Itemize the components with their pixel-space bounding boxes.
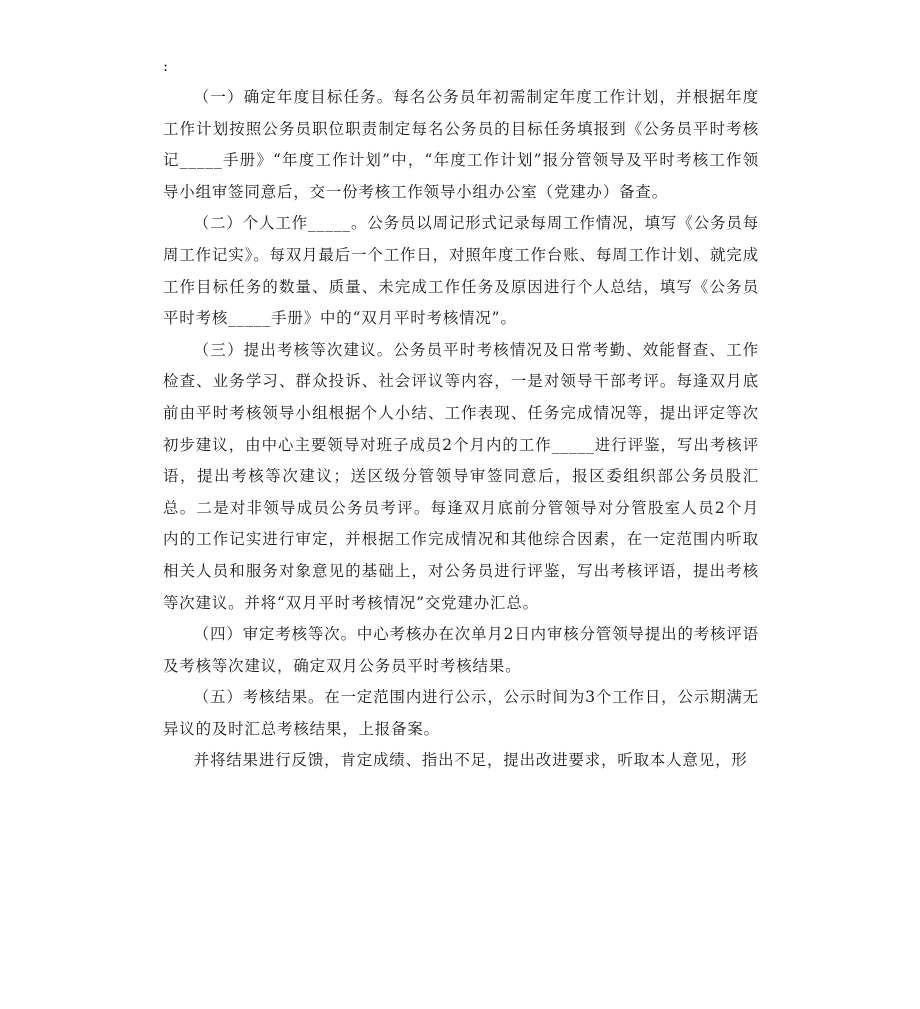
- paragraph-6-feedback: 并将结果进行反馈，肯定成绩、指出不足，提出改进要求，听取本人意见，形: [193, 751, 748, 770]
- paragraph-2-personal-work: （二）个人工作_____。公务员以周记形式记录每周工作情况，填写《公务员每周工作记实》。每双月最后一个工作日，对照年度工作台账、每周工作计划、就完成工作目标任务的数量、质量、未完成工作任务及原因进行个人总结，填写《公务员平时考核_____手册》中的“双月平时考核情况”。: [163, 214, 759, 328]
- document-page: [163, 56, 759, 777]
- lead-mark: :: [163, 57, 169, 75]
- paragraph-3-grade-recommendation: （三）提出考核等次建议。公务员平时考核情况及日常考勤、效能督查、工作检查、业务学习、群众投诉、社会评议等内容，一是对领导干部考评。每逢双月底前由平时考核领导小组根据个人小结、工作表现、任务完成情况等，提出评定等次初步建议，由中心主要领导对班子成员2个月内的工作_____进行评鉴，写出考核评语，提出考核等次建议；送区级分管领导审签同意后，报区委组织部公务员股汇总。二是对非领导成员公务员考评。每逢双月底前分管领导对分管股室人员2个月内的工作记实进行审定，并根据工作完成情况和其他综合因素，在一定范围内听取相关人员和服务对象意见的基础上，对公务员进行评鉴，写出考核评语，提出考核等次建议。并将“双月平时考核情况”交党建办汇总。: [163, 340, 759, 612]
- paragraph-1-annual-target-tasks: （一）确定年度目标任务。每名公务员年初需制定年度工作计划，并根据年度工作计划按照公务员职位职责制定每名公务员的目标任务填报到《公务员平时考核记_____手册》“年度工作计划”中，“年度工作计划”报分管领导及平时考核工作领导小组审签同意后，交一份考核工作领导小组办公室（党建办）备查。: [163, 88, 759, 201]
- paragraph-4-grade-review: （四）审定考核等次。中心考核办在次单月2日内审核分管领导提出的考核评语及考核等次建议，确定双月公务员平时考核结果。: [163, 625, 759, 675]
- paragraph-5-assessment-result: （五）考核结果。在一定范围内进行公示，公示时间为3个工作日，公示期满无异议的及时汇总考核结果，上报备案。: [163, 688, 759, 738]
